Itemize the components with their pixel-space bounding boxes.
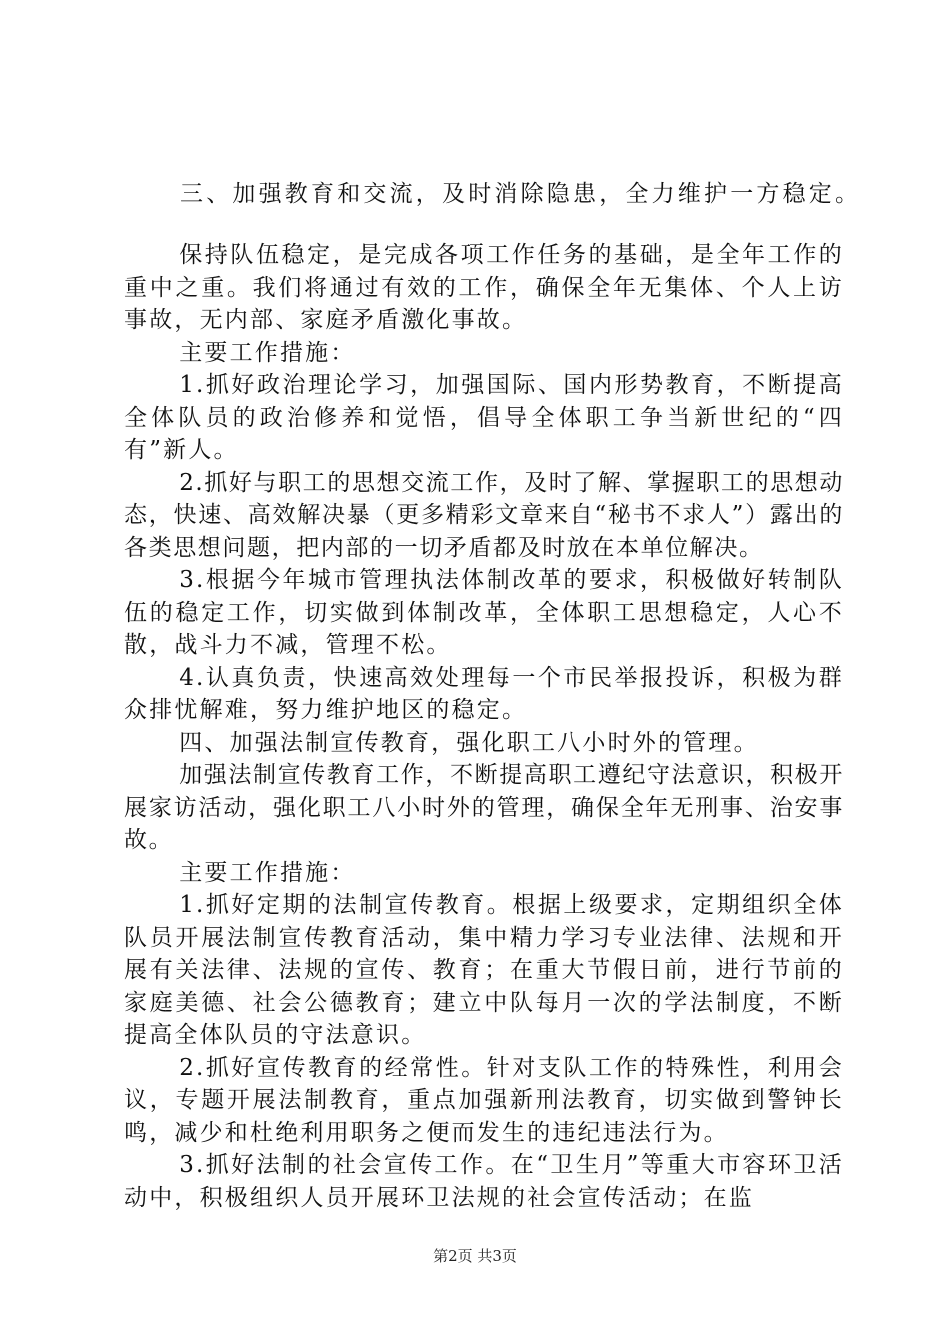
list-item: 3.抓好法制的社会宣传工作。在“卫生月”等重大市容环卫活动中，积极组织人员开展环卫法规的社会宣传活动；在监 <box>124 1152 844 1211</box>
paragraph: 主要工作措施： <box>179 859 356 886</box>
list-item: 1.抓好定期的法制宣传教育。根据上级要求，定期组织全体队员开展法制宣传教育活动，集中精力学习专业法律、法规和开展有关法律、法规的宣传、教育；在重大节假日前，进行节前的家庭美德、社会公德教育；建立中队每月一次的学法制度，不断提高全体队员的守法意识。 <box>124 892 844 1048</box>
document-body <box>124 239 844 1214</box>
list-item: 2.抓好与职工的思想交流工作，及时了解、掌握职工的思想动态，快速、高效解决暴（更多精彩文章来自“秘书不求人”）露出的各类思想问题，把内部的一切矛盾都及时放在本单位解决。 <box>124 469 844 561</box>
paragraph: 主要工作措施： <box>179 339 356 366</box>
page-footer: 第2页 共3页 <box>433 1247 517 1265</box>
list-item: 3.根据今年城市管理执法体制改革的要求，积极做好转制队伍的稳定工作，切实做到体制改革，全体职工思想稳定，人心不散，战斗力不减，管理不松。 <box>124 567 844 658</box>
section-heading: 四、加强法制宣传教育，强化职工八小时外的管理。 <box>179 729 759 756</box>
paragraph: 加强法制宣传教育工作，不断提高职工遵纪守法意识，积极开展家访活动，强化职工八小时外的管理，确保全年无刑事、治安事故。 <box>124 762 844 853</box>
section-heading: 三、加强教育和交流，及时消除隐患，全力维护一方稳定。 <box>180 181 862 207</box>
list-item: 2.抓好宣传教育的经常性。针对支队工作的特殊性，利用会议，专题开展法制教育，重点加强新刑法教育，切实做到警钟长鸣，减少和杜绝利用职务之便而发生的违纪违法行为。 <box>124 1054 844 1146</box>
paragraph: 保持队伍稳定，是完成各项工作任务的基础，是全年工作的重中之重。我们将通过有效的工作，确保全年无集体、个人上访事故，无内部、家庭矛盾激化事故。 <box>124 242 844 333</box>
list-item: 1.抓好政治理论学习，加强国际、国内形势教育，不断提高全体队员的政治修养和觉悟，倡导全体职工争当新世纪的“四有”新人。 <box>124 372 844 463</box>
list-item: 4.认真负责，快速高效处理每一个市民举报投诉，积极为群众排忧解难，努力维护地区的稳定。 <box>124 664 844 723</box>
